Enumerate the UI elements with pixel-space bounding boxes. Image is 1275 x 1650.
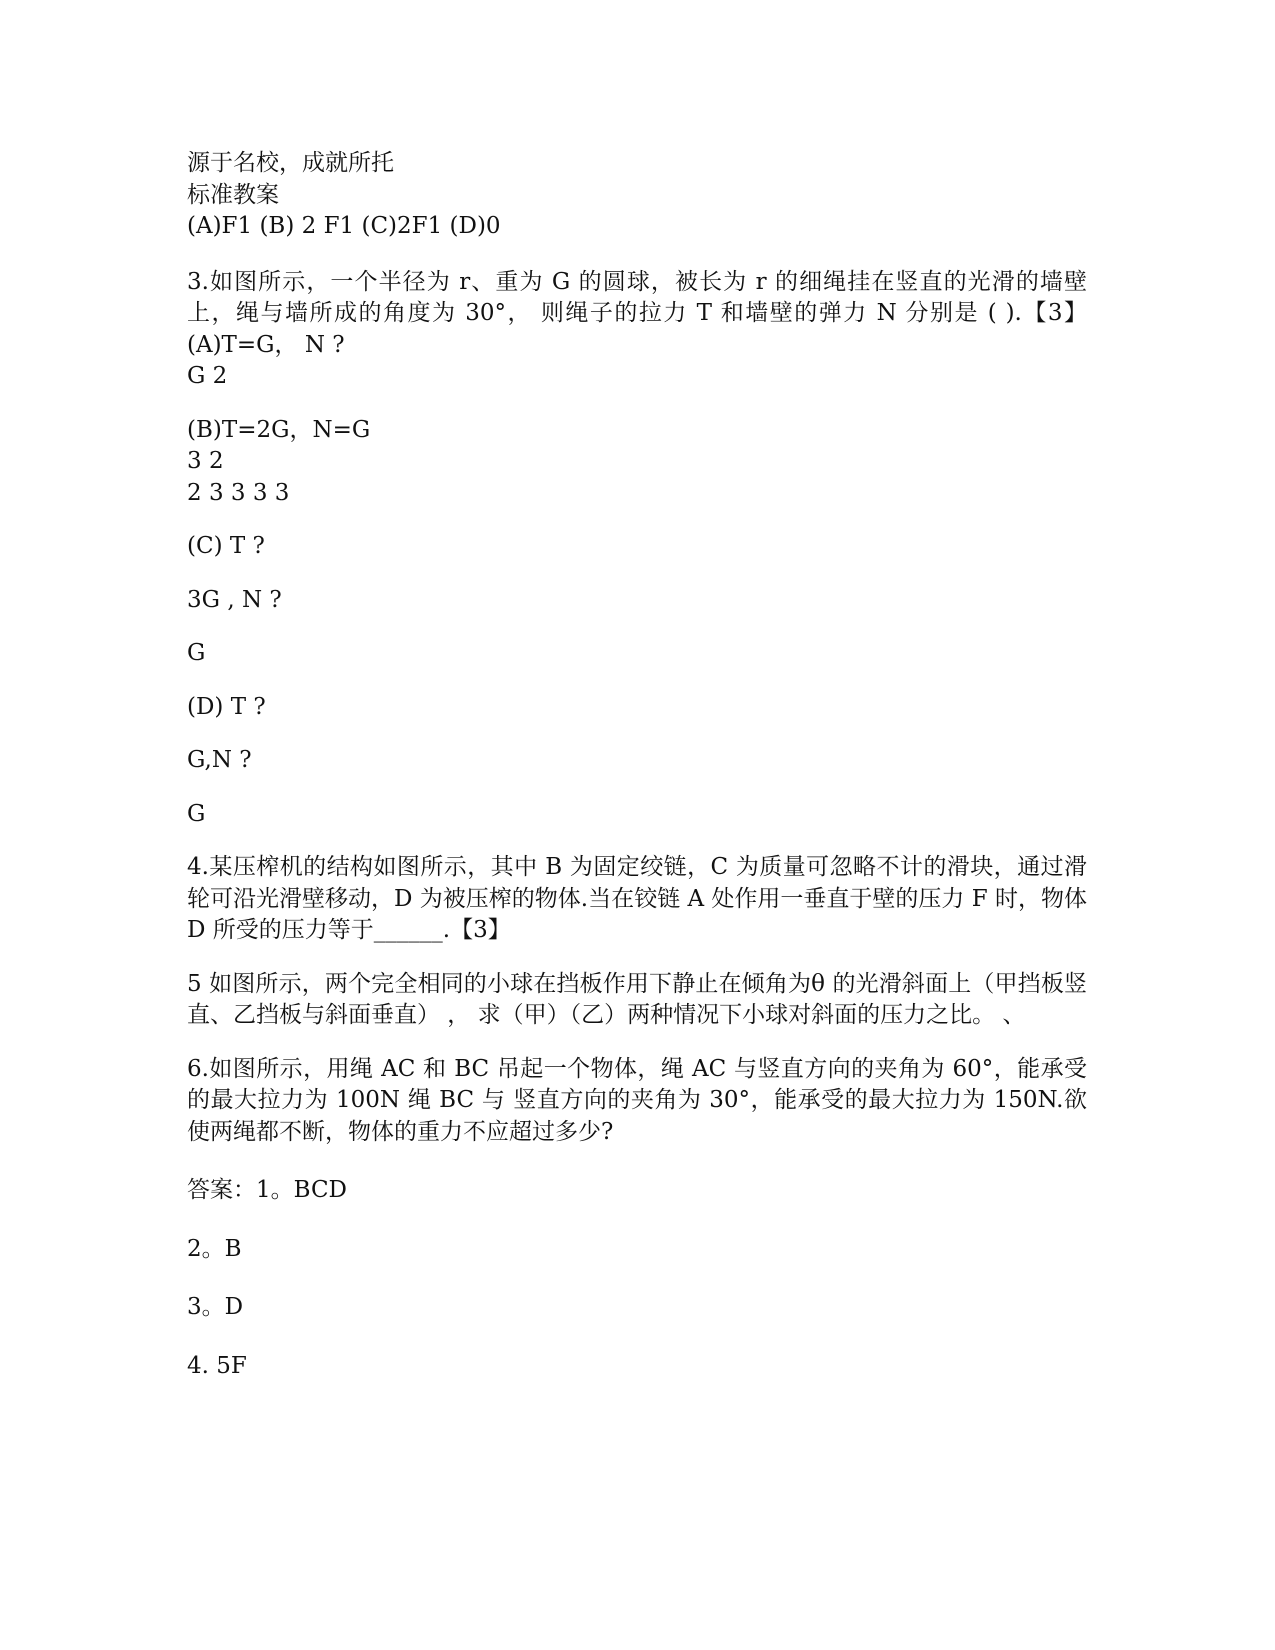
question-3-fraction-line: G 2 [187,363,228,389]
question-3-option-d-value: G [187,800,206,827]
question-3-text: 3.如图所示，一个半径为 r、重为 G 的圆球，被长为 r 的细绳挂在竖直的光滑的墙壁上，绳与墙所成的角度为 30°， 则绳子的拉力 T 和墙壁的弹力 N 分别是 ( ).【3】 (A)T=G， N ? [187,268,1087,358]
question-3-option-b: (B)T=2G，N=G [187,416,371,443]
header-school-slogan: 源于名校，成就所托 [187,150,394,176]
answer-1: 答案：1。BCD [187,1177,348,1203]
question-3-fraction-line: 3 2 [187,448,224,474]
question-4-text: 4.某压榨机的结构如图所示，其中 B 为固定绞链，C 为质量可忽略不计的滑块，通过滑 轮可沿光滑壁移动，D 为被压榨的物体.当在铰链 A 处作用一垂直于壁的压力 F 时，物体 D 所受的压力等于______.【3】 [187,854,1087,943]
question-5-text: 5 如图所示，两个完全相同的小球在挡板作用下静止在倾角为θ 的光滑斜面上（甲挡板竖直、乙挡板与斜面垂直） ， 求（甲）（乙）两种情况下小球对斜面的压力之比。 、 [187,970,1087,1028]
question-3-option-c-value: 3G , N ? [187,586,282,613]
answer-4: 4. 5F [187,1352,247,1379]
question-6-text: 6.如图所示，用绳 AC 和 BC 吊起一个物体，绳 AC 与竖直方向的夹角为 60°，能承受的最大拉力为 100N 绳 BC 与 竖直方向的夹角为 30°，能承受的最大拉力为 150N.欲使两绳都不断，物体的重力不应超过多少? [187,1055,1087,1145]
question-3-fraction-line: 2 3 3 3 3 [187,479,290,506]
question-2-options: (A)F1 (B) 2 F1 (C)2F1 (D)0 [187,213,501,239]
question-3-option-d: (D) T ? [187,693,266,720]
question-3-option-c-value: G [187,640,206,666]
question-3-option-c: (C) T ? [187,533,265,559]
document-content [187,148,1087,1382]
question-3-option-d-value: G,N ? [187,747,252,773]
header-doc-type: 标准教案 [187,181,279,208]
answer-2: 2。B [187,1235,242,1262]
answer-3: 3。D [187,1294,244,1320]
